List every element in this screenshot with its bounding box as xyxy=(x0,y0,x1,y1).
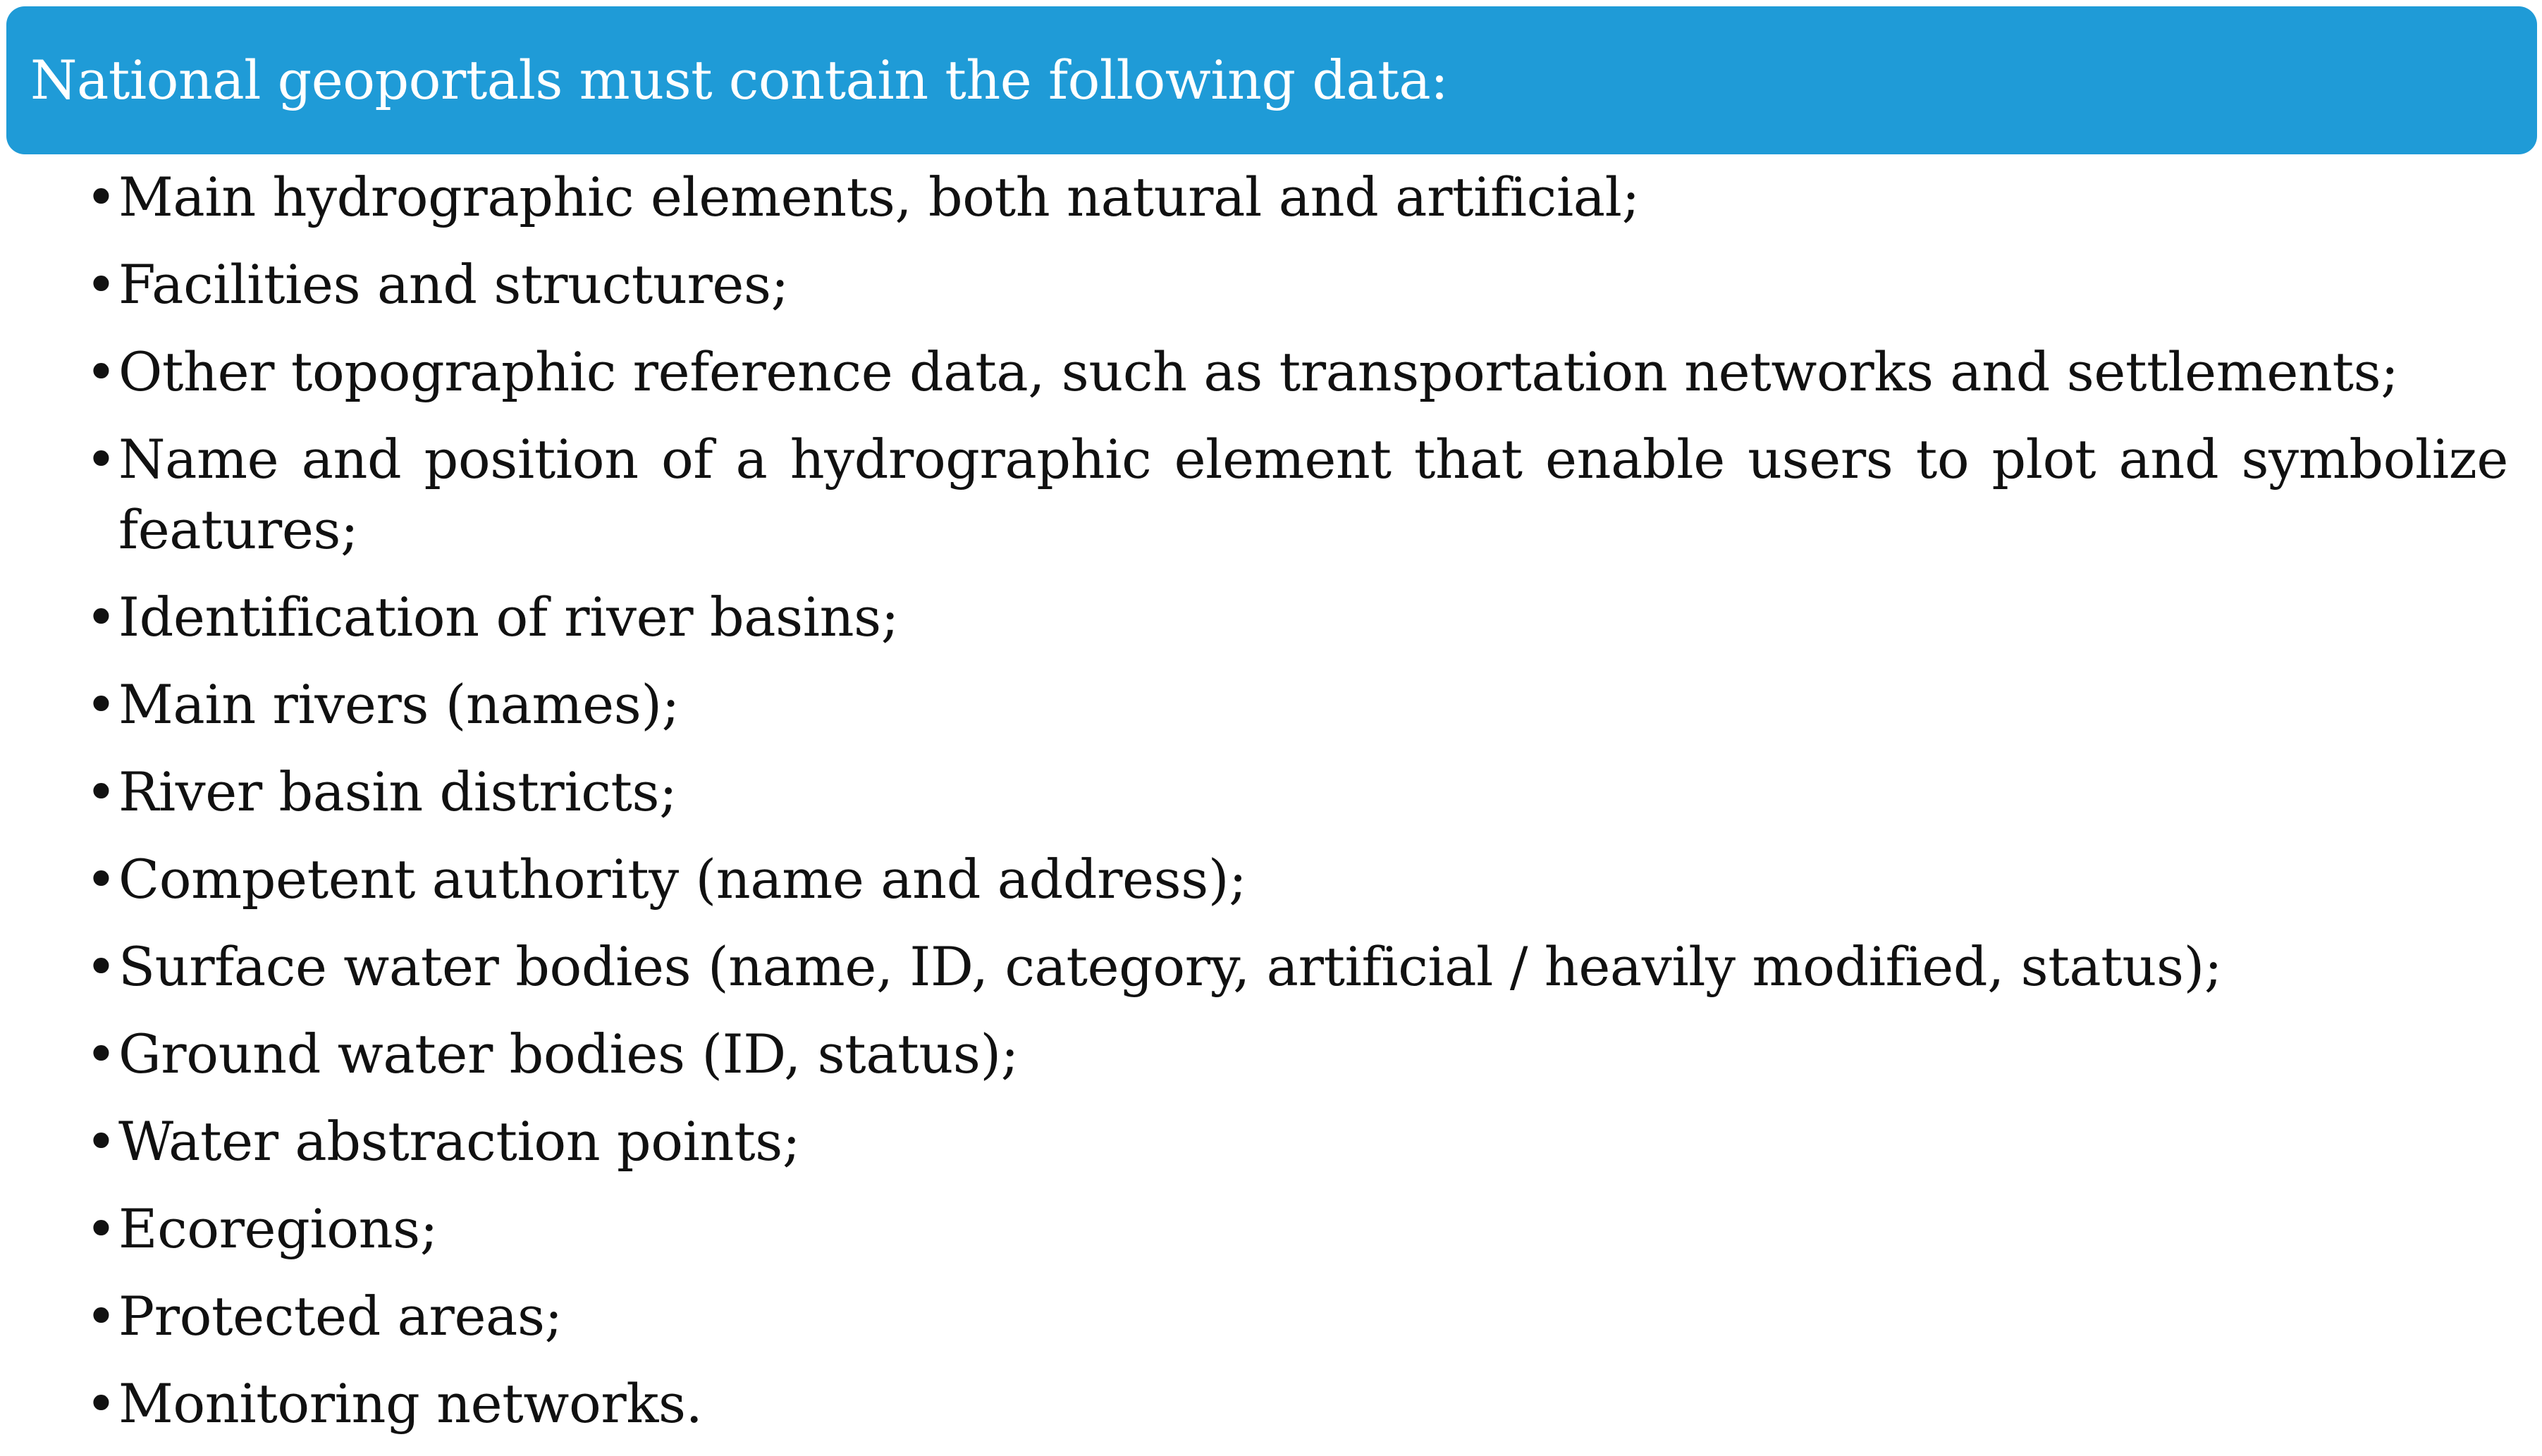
bullet-icon: • xyxy=(85,340,117,403)
list-item-text: Main hydrographic elements, both natural and artificial; xyxy=(118,166,1640,228)
bullet-icon: • xyxy=(85,848,117,911)
list-item-text: Identification of river basins; xyxy=(118,586,899,648)
list-item-text: Water abstraction points; xyxy=(118,1110,801,1173)
list-item xyxy=(83,932,2508,1002)
list-item xyxy=(83,424,2508,565)
bullet-icon: • xyxy=(85,935,117,998)
list-item xyxy=(83,162,2508,233)
list-item xyxy=(83,757,2508,827)
list-item-text: Protected areas; xyxy=(118,1285,563,1347)
bullet-icon: • xyxy=(85,586,117,648)
bullet-icon: • xyxy=(85,1372,117,1435)
list-item-text: Ecoregions; xyxy=(118,1197,438,1260)
bullet-icon: • xyxy=(85,166,117,228)
header-banner xyxy=(6,6,2537,154)
list-item xyxy=(83,670,2508,740)
data-requirements-list xyxy=(83,162,2508,1456)
list-item-text: Competent authority (name and address); xyxy=(118,848,1247,911)
list-item xyxy=(83,337,2508,407)
list-item xyxy=(83,1194,2508,1264)
bullet-icon: • xyxy=(85,428,117,491)
list-item xyxy=(83,249,2508,320)
list-item-text: Other topographic reference data, such as transportation networks and settlements; xyxy=(118,340,2399,403)
bullet-icon: • xyxy=(85,1285,117,1347)
bullet-icon: • xyxy=(85,1197,117,1260)
bullet-icon: • xyxy=(85,760,117,823)
bullet-icon: • xyxy=(85,673,117,736)
list-item xyxy=(83,1019,2508,1090)
list-item xyxy=(83,1281,2508,1352)
bullet-icon: • xyxy=(85,1110,117,1173)
list-item xyxy=(83,844,2508,915)
list-item xyxy=(83,582,2508,653)
list-item-text: Name and position of a hydrographic element that enable users to plot and symbolize features; xyxy=(118,428,2508,561)
list-item-text: Ground water bodies (ID, status); xyxy=(118,1023,1019,1085)
list-item-text: Facilities and structures; xyxy=(118,253,789,316)
list-item xyxy=(83,1106,2508,1177)
list-item xyxy=(83,1369,2508,1439)
list-item-text: Monitoring networks. xyxy=(118,1372,703,1435)
list-item-text: River basin districts; xyxy=(118,760,677,823)
list-item-text: Surface water bodies (name, ID, category, artificial / heavily modified, status); xyxy=(118,935,2223,998)
bullet-icon: • xyxy=(85,1023,117,1085)
bullet-icon: • xyxy=(85,253,117,316)
list-item-text: Main rivers (names); xyxy=(118,673,680,736)
header-title: National geoportals must contain the following data: xyxy=(30,49,1449,111)
